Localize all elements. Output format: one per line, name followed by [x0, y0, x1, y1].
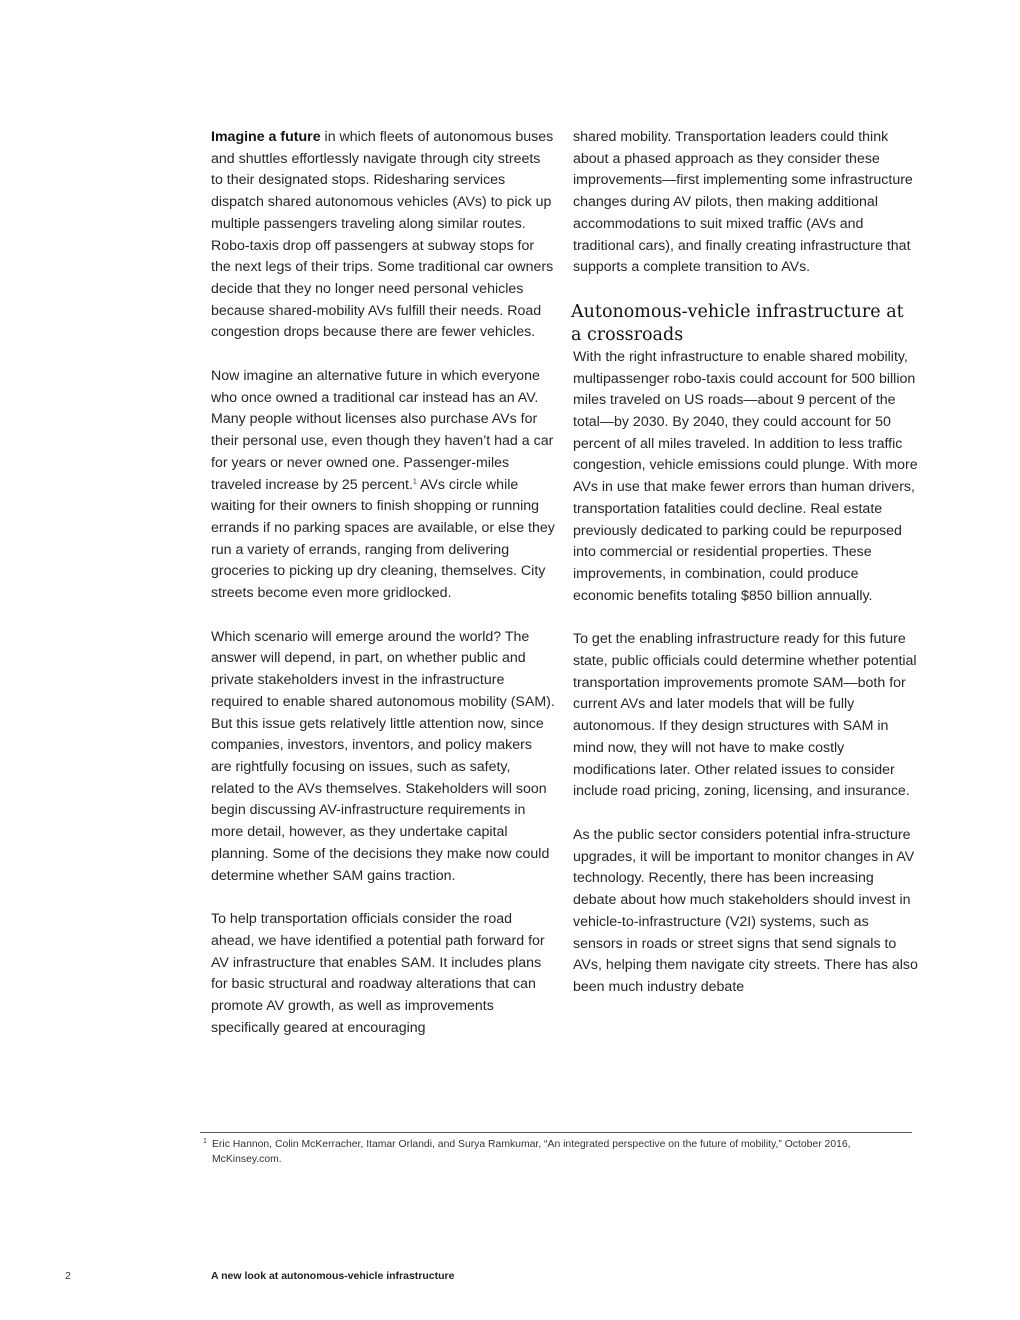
page-number: 2: [65, 1270, 71, 1282]
footnote-reference[interactable]: 1: [412, 477, 417, 485]
paragraph-road-ahead: To help transportation officials consider the road ahead, we have identified a potential path forward for AV infrastructure that enables SAM. It includes plans for basic structural and roadway alterations that can promote AV growth, as well as improvements specifically geared at encouraging: [211, 911, 545, 1036]
footnote-text: Eric Hannon, Colin McKerracher, Itamar Orlandi, and Surya Ramkumar, “An integrated perspective on the future of mobility,” October 2016, McKinsey.com.: [212, 1139, 851, 1165]
footnote-divider: [200, 1132, 912, 1133]
paragraph-intro: [211, 127, 556, 344]
paragraph-alternative-text-a: Now imagine an alternative future in which everyone who once owned a traditional car instead has an AV. Many people without licenses also purchase AVs for their personal use, even though they haven’t had a car for years or never owned one. Passenger-miles traveled increase by 25 percent.: [211, 368, 554, 493]
paragraph-which-scenario: Which scenario will emerge around the world? The answer will depend, in part, on whether public and private stakeholders invest in the infrastructure required to enable shared autonomous mobility (SAM). But this issue gets relatively little attention now, since companies, investors, inventors, and policy makers are rightfully focusing on issues, such as safety, related to the AVs themselves. Stakeholders will soon begin discussing AV-infrastructure requirements in more detail, however, as they undertake capital planning. Some of the decisions they make now could determine whether SAM gains traction.: [211, 628, 555, 884]
paragraph-shared-mobility: shared mobility. Transportation leaders could think about a phased approach as they consider these improvements—first implementing some infrastructure changes during AV pilots, then making additional accommodations to suit mixed traffic (AVs and traditional cars), and finally creating infrastructure that supports a complete transition to AVs.: [573, 129, 913, 276]
left-column: [211, 127, 556, 1061]
paragraph-right-infrastructure: With the right infrastructure to enable shared mobility, multipassenger robo-taxis could account for 500 billion miles traveled on US roads—about 9 percent of the total—by 2030. By 2040, they could account for 50 percent of all miles traveled. In addition to less traffic congestion, vehicle emissions could plunge. With more AVs in use that make fewer errors than human drivers, transportation fatalities could decline. Real estate previously dedicated to parking could be repurposed into commercial or residential properties. These improvements, in combination, could produce economic benefits totaling $850 billion annually.: [573, 348, 918, 604]
paragraph-alternative-future: [211, 366, 556, 605]
paragraph-public-sector: As the public sector considers potential infra-structure upgrades, it will be important to monitor changes in AV technology. Recently, there has been increasing debate about how much stakeholders should invest in vehicle-to-infrastructure (V2I) systems, such as sensors in roads or street signs that send signals to AVs, helping them navigate city streets. There has also been much industry debate: [573, 826, 918, 995]
running-title: A new look at autonomous-vehicle infrastructure: [211, 1270, 455, 1282]
paragraph-intro-text: in which fleets of autonomous buses and shuttles effortlessly navigate through city streets to their designated stops. Ridesharing services dispatch shared autonomous vehicles (AVs) to pick up multiple passengers traveling along similar routes. Robo-taxis drop off passengers at subway stops for the next legs of their trips. Some traditional car owners decide that they no longer need personal vehicles because shared-mobility AVs fulfill their needs. Road congestion drops because there are fewer vehicles.: [211, 129, 554, 341]
paragraph-enabling-infrastructure: To get the enabling infrastructure ready for this future state, public officials could determine whether potential transportation improvements promote SAM—both for current AVs and later models that will be fully autonomous. If they design structures with SAM in mind now, they will not have to make costly modifications later. Other related issues to consider include road pricing, zoning, licensing, and insurance.: [573, 631, 917, 800]
section-heading: Autonomous-vehicle infrastructure at a crossroads: [571, 301, 904, 345]
footnote: [203, 1137, 903, 1167]
footnote-number: 1: [203, 1138, 207, 1145]
right-column: [573, 127, 918, 1021]
paragraph-alternative-text-b: AVs circle while waiting for their owners to finish shopping or running errands if no parking spaces are available, or else they run a variety of errands, ranging from delivering groceries to picking up dry cleaning, themselves. City streets become even more gridlocked.: [211, 476, 555, 602]
lead-in: Imagine a future: [211, 129, 321, 145]
